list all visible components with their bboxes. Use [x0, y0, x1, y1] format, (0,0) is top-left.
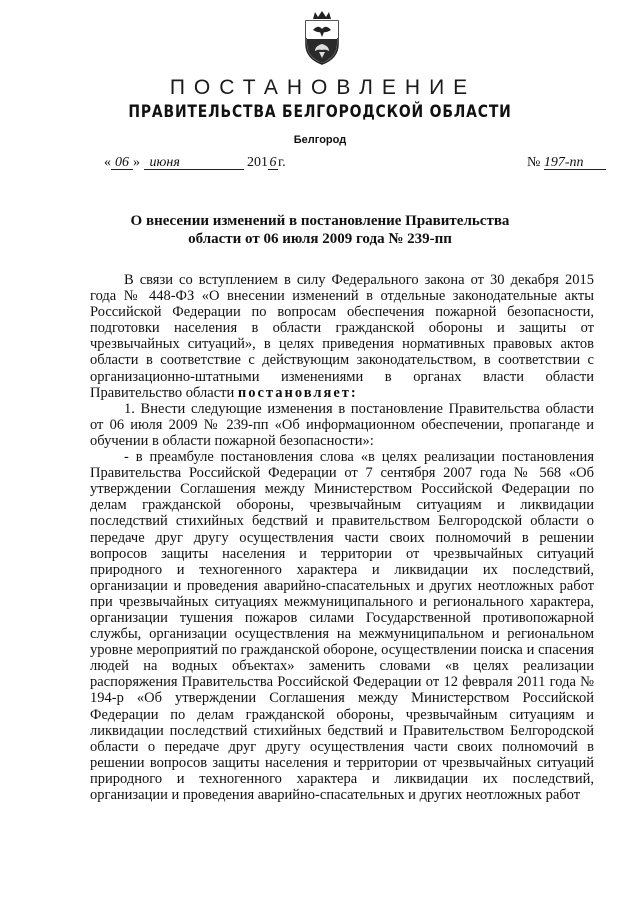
document-date [104, 155, 286, 171]
body-paragraph-3: - в преамбуле постановления слова «в целях реализации постановления Правительства Российской Федерации от 7 сентября 2007 года № 568 «Об утверждении Соглашения между Министерством Российской Федерации по делам гражданской обороны, чрезвычайным ситуациям и ликвидации последствий стихийных бедствий и правительством Белгородской области о передаче друг другу осуществления части своих полномочий в решении вопросов защиты населения и территории от чрезвычайных ситуаций природного и техногенного характера и ликвидации их последствий, организации и проведения аварийно-спасательных и других неотложных работ при чрезвычайных ситуациях межмуниципального и регионального характера, организации тушения пожаров силами Государственной противопожарной службы, организации осуществления на межмуниципальном и региональном уровне мероприятий по гражданской обороне, осуществлении поиска и спасения людей на водных объектах» заменить словами «в целях реализации распоряжения Правительства Российской Федерации от 12 февраля 2011 года № 194-р «Об утверждении Соглашения между Министерством Российской Федерации по делам гражданской обороны, чрезвычайным ситуациям и ликвидации последствий стихийных бедствий и Правительством Белгородской области о передаче друг другу осуществления части своих полномочий в решении вопросов защиты населения и территории от чрезвычайных ситуаций природного и техногенного характера и ликвидации их последствий, организации и проведения аварийно-спасательных и других неотложных работ [90, 449, 594, 803]
date-year-end: г. [278, 155, 286, 170]
city-name: Белгород [293, 134, 347, 146]
number-label: № [527, 155, 541, 170]
issuing-authority: ПРАВИТЕЛЬСТВА БЕЛГОРОДСКОЙ ОБЛАСТИ [128, 102, 512, 122]
body-paragraph-2: 1. Внести следующие изменения в постановление Правительства области от 06 июля 2009 № 239-пп «Об информационном обеспечении, пропаганде и обучении в области пожарной безопасности»: [90, 400, 594, 449]
date-quote-close: » [133, 155, 140, 170]
resolves-word: постановляет: [237, 384, 358, 401]
title-line-2: области от 06 июля 2009 года № 239-пп [188, 231, 452, 247]
date-day: 06 [111, 156, 133, 170]
body-paragraph-1 [90, 272, 594, 401]
document-title [100, 212, 540, 248]
document-type-heading: ПОСТАНОВЛЕНИЕ [169, 76, 477, 99]
number-value: 197-пп [544, 156, 606, 170]
paragraph-1-text: В связи со вступлением в силу Федерального закона от 30 декабря 2015 года № 448-ФЗ «О внесении изменений в отдельные законодательные акты Российской Федерации по вопросам обеспечения пожарной безопасности, подготовки населения в области гражданской обороны и защиты от чрезвычайных ситуаций», в целях приведения нормативных правовых актов области в соответствие с действующим законодательством, в соответствии с организационно-штатными изменениями в органах власти области Правительство области [90, 272, 594, 401]
date-month: июня [144, 156, 244, 170]
date-quote-open: « [104, 155, 111, 170]
document-number [527, 155, 606, 171]
belgorod-coat-of-arms-icon [302, 8, 342, 66]
document-body [90, 272, 594, 803]
date-year-suffix: 6 [269, 155, 277, 170]
date-year-prefix: 201 [247, 155, 268, 170]
title-line-1: О внесении изменений в постановление Правительства [130, 213, 510, 229]
